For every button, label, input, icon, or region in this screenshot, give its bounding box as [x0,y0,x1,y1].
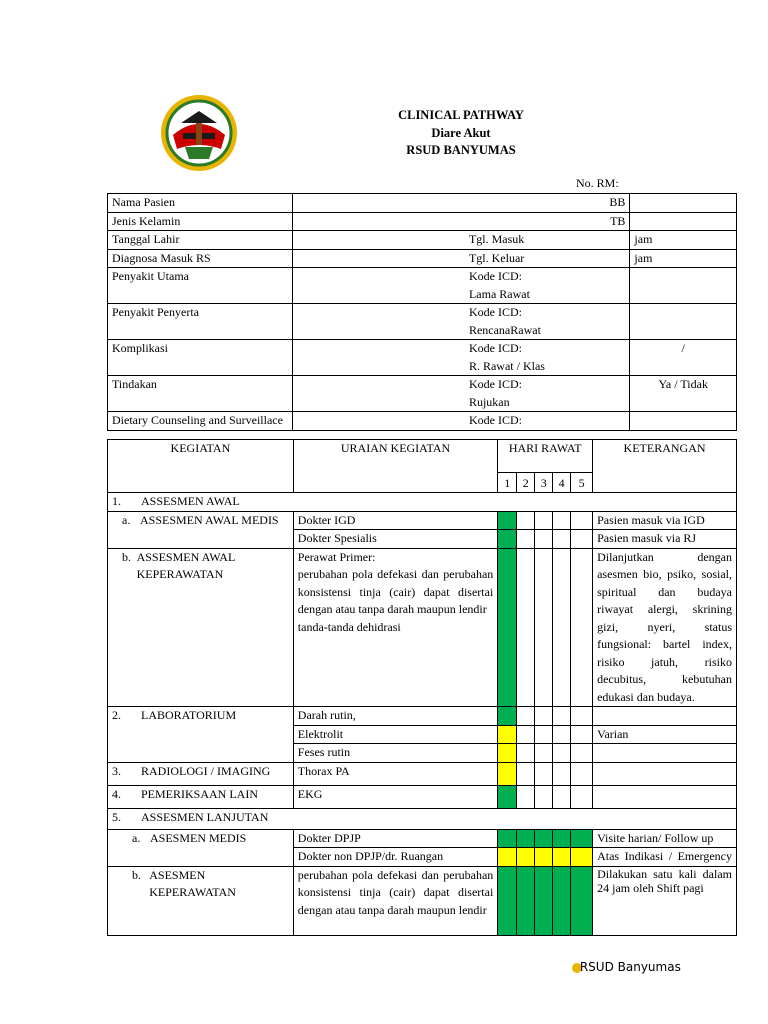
kegiatan-header: KEGIATAN [108,440,294,493]
note-asesmen-keperawatan: Dilanjutkan dengan asesmen bio, psiko, sosial, spiritual dan budaya riwayat alergi, skrining gizi, nyeri, status fungsional: bartel index, risiko jatuh, risiko decubitus, kebutuhan edukasi dan budaya. [593,548,737,707]
rujukan-ya-tidak[interactable]: Ya / Tidak [630,376,737,412]
table-row [108,340,737,376]
ruang-rawat-label: R. Rawat / Klas [468,358,545,373]
penyakit-penyerta-label: Penyakit Penyerta [108,304,293,340]
keperawatan-text: perubahan pola defekasi dan perubahan konsistensi tinja (cair) dapat disertai dengan atau tanpa darah maupun lendir [297,567,494,616]
table-row: 2. LABORATORIUM Darah rutin, [108,707,737,726]
kode-icd-label: Kode ICD: [468,305,522,319]
asesmen-awal-keperawatan-label: ASSESMEN AWAL KEPERAWATAN [136,549,235,581]
radiologi-label: RADIOLOGI / IMAGING [141,763,271,778]
lama-rawat-value[interactable] [630,268,737,304]
asesmen-awal-medis-label: ASSESMEN AWAL MEDIS [140,512,279,527]
dietary-label: Dietary Counseling and Surveillace [108,412,293,431]
table-row: b. ASESMEN KEPERAWATAN perubahan pola defekasi dan perubahan konsistensi tinja (cair) dapat disertai dengan atau tanpa darah maupun lendir Dilakukan satu kali dalam 24 jam oleh Shift pagi [108,866,737,935]
asesmen-keperawatan-label: ASESMEN KEPERAWATAN [149,867,236,899]
dokter-spesialis: Dokter Spesialis [293,530,497,549]
table-row [108,268,737,304]
bb-label: BB [292,194,629,213]
note-rj: Pasien masuk via RJ [593,530,737,549]
table-row [108,808,737,829]
document-subtitle: Diare Akut [431,125,491,140]
tgl-masuk-label: Tgl. Masuk [292,231,629,250]
lab-feses-rutin: Feses rutin [293,744,497,763]
table-row [108,412,737,431]
dehidrasi-text: tanda-tanda dehidrasi [297,619,401,634]
tgl-keluar-label: Tgl. Keluar [292,249,629,268]
table-row [108,194,737,213]
table-row: b. ASSESMEN AWAL KEPERAWATAN Perawat Primer: perubahan pola defekasi dan perubahan konsistensi tinja (cair) dapat disertai dengan atau tanpa darah maupun lendir tanda-tanda dehidrasi Dilanjutkan dengan asesmen bio, psiko, sosial, spiritual dan budaya riwayat alergi, skrining gizi, nyeri, status fungsional: bartel index, risiko jatuh, risiko decubitus, kebutuhan edukasi dan budaya. [108,548,737,707]
note-visite: Visite harian/ Follow up [593,829,737,848]
day-1: 1 [498,473,517,493]
table-row: a. ASESMEN MEDIS Dokter DPJP Visite harian/ Follow up [108,829,737,848]
table-row [108,493,737,512]
hospital-name: RSUD BANYUMAS [406,143,516,157]
document-title: CLINICAL PATHWAY [398,108,524,122]
rujukan-label: Rujukan [468,394,510,409]
section-asesmen-awal: 1. ASSESMEN AWAL [108,493,737,512]
thorax-pa: Thorax PA [293,762,497,785]
day-cell-filled[interactable] [498,511,517,530]
no-rm-label: No. RM: [576,176,619,190]
keperawatan-lanjutan-text: perubahan pola defekasi dan perubahan konsistensi tinja (cair) dapat disertai dengan atau tanpa darah maupun lendir [293,866,497,935]
rencana-rawat-value[interactable] [630,304,737,340]
kode-icd-label: Kode ICD: [292,412,629,431]
lab-darah-rutin: Darah rutin, [293,707,497,726]
day-cell-variant[interactable] [498,725,517,744]
hari-rawat-header: HARI RAWAT [498,440,593,473]
jenis-kelamin-label: Jenis Kelamin [108,212,293,231]
table-row: 4. PEMERIKSAAN LAIN EKG [108,785,737,808]
perawat-primer: Perawat Primer: [297,549,376,564]
dietary-value[interactable] [630,412,737,431]
note-indikasi: Atas Indikasi / Emergency [593,848,737,867]
day-cell-filled[interactable] [498,548,517,707]
dokter-igd: Dokter IGD [293,511,497,530]
table-row [108,231,737,250]
document-title-block [300,107,622,160]
day-2: 2 [517,473,535,493]
ruang-klas-slash: / [630,340,737,376]
note-varian: Varian [593,725,737,744]
rencana-rawat-label: RencanaRawat [468,322,541,337]
table-row: a. ASSESMEN AWAL MEDIS Dokter IGD Pasien masuk via IGD [108,511,737,530]
keterangan-header: KETERANGAN [593,440,737,493]
uraian-header: URAIAN KEGIATAN [293,440,497,493]
tindakan-label: Tindakan [108,376,293,412]
dokter-non-dpjp: Dokter non DPJP/dr. Ruangan [293,848,497,867]
diagnosa-masuk-label: Diagnosa Masuk RS [108,249,293,268]
table-row [108,212,737,231]
asesmen-medis-label: ASESMEN MEDIS [150,830,247,845]
dokter-dpjp: Dokter DPJP [293,829,497,848]
kode-icd-label: Kode ICD: [468,377,522,391]
day-cell-filled[interactable] [498,530,517,549]
pemeriksaan-lain-label: PEMERIKSAAN LAIN [141,786,258,801]
day-3: 3 [535,473,553,493]
patient-info-table [107,193,737,431]
tanggal-lahir-label: Tanggal Lahir [108,231,293,250]
footer-text: RSUD Banyumas [579,960,681,974]
jam-keluar-label: jam [630,249,737,268]
bb-value[interactable] [630,194,737,213]
ekg: EKG [293,785,497,808]
day-cell-variant[interactable] [498,762,517,785]
komplikasi-label: Komplikasi [108,340,293,376]
penyakit-utama-label: Penyakit Utama [108,268,293,304]
jam-masuk-label: jam [630,231,737,250]
note-igd: Pasien masuk via IGD [593,511,737,530]
laboratorium-label: LABORATORIUM [141,708,237,722]
nama-pasien-label: Nama Pasien [108,194,293,213]
table-row: 3. RADIOLOGI / IMAGING Thorax PA [108,762,737,785]
tb-value[interactable] [630,212,737,231]
table-row [108,376,737,412]
day-cell-variant[interactable] [498,744,517,763]
kode-icd-label: Kode ICD: [468,341,522,355]
day-4: 4 [553,473,571,493]
table-row [108,304,737,340]
day-cell-filled[interactable] [498,785,517,808]
day-cell-filled[interactable] [498,707,517,726]
day-5: 5 [571,473,593,493]
tb-label: TB [292,212,629,231]
note-shift: Dilakukan satu kali dalam 24 jam oleh Shift pagi [593,866,737,935]
activity-table [107,439,737,936]
lama-rawat-label: Lama Rawat [468,286,530,301]
table-header-row [108,440,737,473]
footer [572,960,681,974]
banyumas-emblem-icon [159,93,239,173]
lab-elektrolit: Elektrolit [293,725,497,744]
table-row [108,249,737,268]
section-asesmen-lanjutan: 5. ASSESMEN LANJUTAN [108,808,737,829]
kode-icd-label: Kode ICD: [468,269,522,283]
